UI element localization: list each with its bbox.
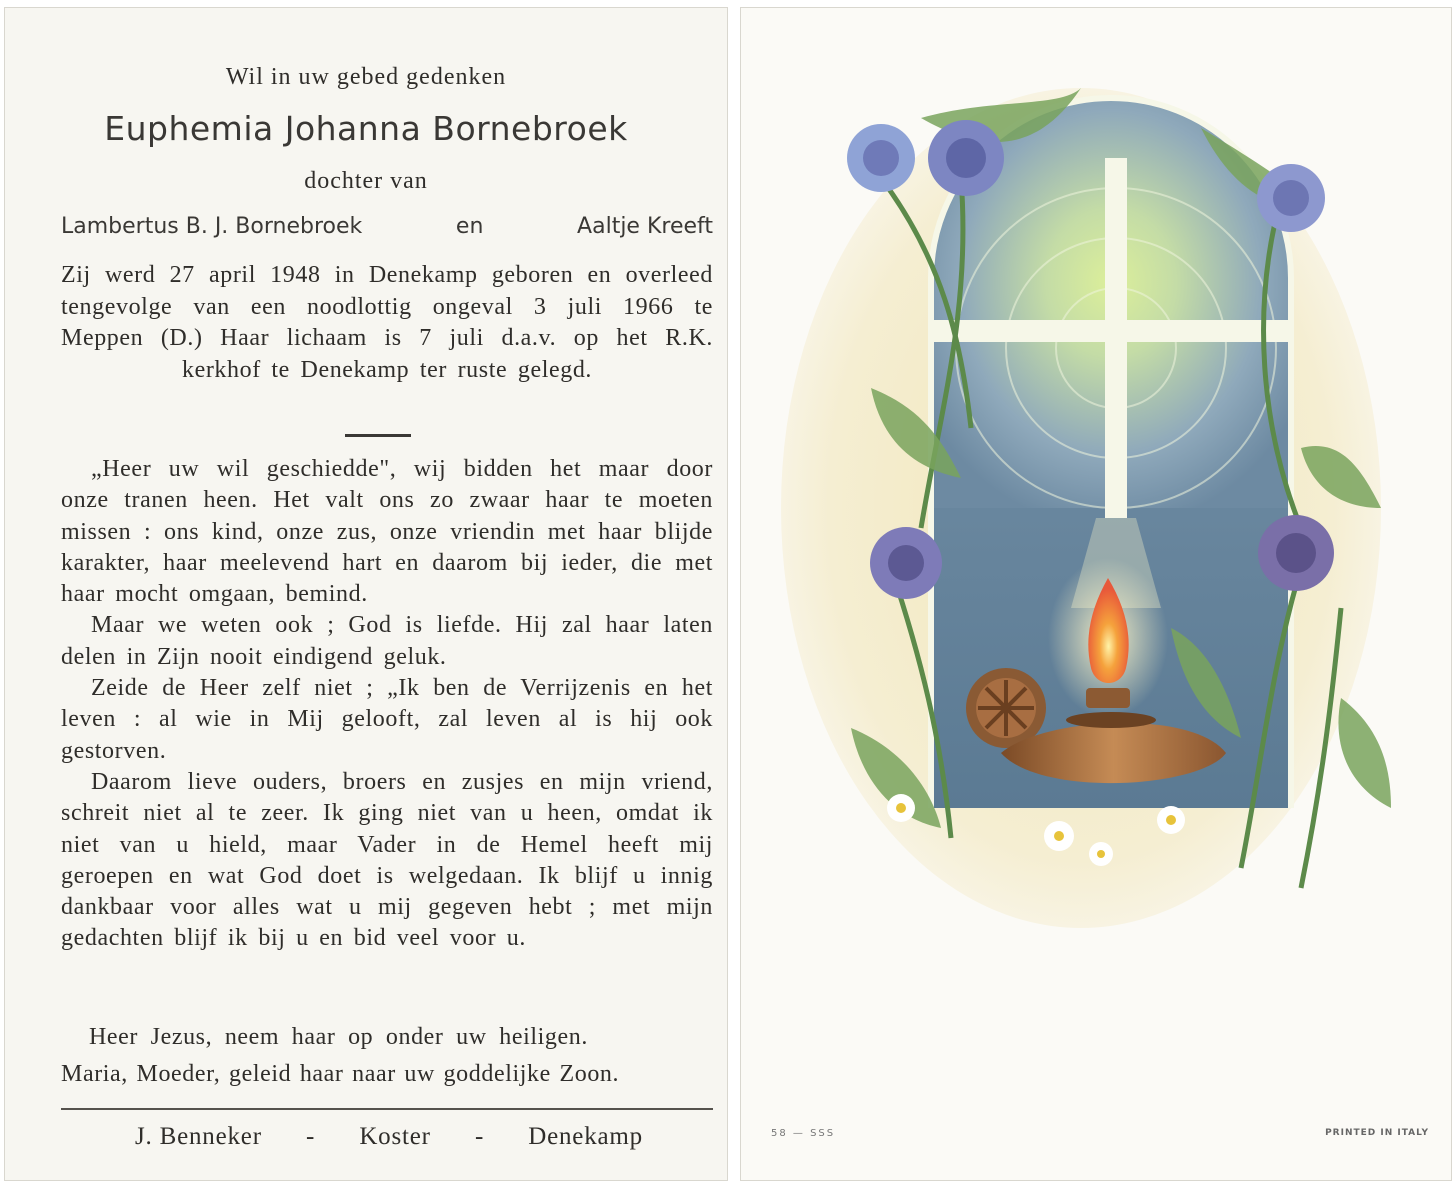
print-code: 58 — SSS: [771, 1128, 836, 1139]
footer-place: Denekamp: [528, 1123, 643, 1150]
memorial-card-text-side: [5, 8, 727, 1180]
footer-name: J. Benneker: [135, 1123, 262, 1150]
divider: [345, 434, 411, 437]
father-name: Lambertus B. J. Bornebroek: [61, 214, 363, 239]
prayer-paragraph: Daarom lieve ouders, broers en zusjes en mijn vriend, schreit niet al te zeer. Ik ging niet van u heen, omdat ik niet van u hield, maar Vader in de Hemel heeft mij geroepen en wat God doet is welgedaan. Ik blijf u innig dankbaar voor alles wat u mij gegeven hebt ; met mijn gedachten blijf ik bij u en bid veel voor u.: [61, 768, 713, 952]
footer-rule: [61, 1108, 713, 1110]
prayer-text: [61, 454, 713, 955]
footer-separator: -: [306, 1123, 316, 1150]
prayer-paragraph: „Heer uw wil geschiedde", wij bidden het maar door onze tranen heen. Het valt ons zo zwaar haar te moeten missen : ons kind, onze zus, onze vriendin met haar blijde karakter, haar meelevend hart en daarom bij ieder, die met haar mocht omgaan, bemind.: [61, 456, 713, 608]
mother-name: Aaltje Kreeft: [577, 214, 713, 239]
closing-prayer-maria: Maria, Moeder, geleid haar naar uw goddelijke Zoon.: [61, 1061, 620, 1087]
prayer-paragraph: Maar we weten ook ; God is liefde. Hij zal haar laten delen in Zijn nooit eindigend geluk.: [61, 612, 713, 670]
daughter-of-line: dochter van: [304, 168, 428, 194]
deceased-name: Euphemia Johanna Bornebroek: [104, 109, 628, 148]
parents-conjunction: en: [455, 214, 484, 239]
printer-footer: [135, 1123, 643, 1151]
intro-line: Wil in uw gebed gedenken: [225, 64, 507, 90]
memorial-card-image-side: [741, 8, 1451, 1180]
closing-prayer-jesus: Heer Jezus, neem haar op onder uw heiligen.: [89, 1024, 588, 1050]
parents-line: [61, 214, 713, 239]
printed-in-italy-label: PRINTED IN ITALY: [1325, 1128, 1429, 1138]
prayer-paragraph: Zeide de Heer zelf niet ; „Ik ben de Verrijzenis en het leven : al wie in Mij gelooft, zal leven al is hij ook gestorven.: [61, 675, 713, 764]
oil-lamp-cross-illustration: [741, 8, 1451, 1180]
biography-text: Zij werd 27 april 1948 in Denekamp geboren en overleed tengevolge van een noodlottig ongeval 3 juli 1966 te Meppen (D.) Haar lichaam is 7 juli d.a.v. op het R.K. kerkhof te Denekamp ter ruste gelegd.: [61, 262, 713, 383]
footer-role: Koster: [359, 1123, 431, 1150]
footer-separator: -: [474, 1123, 485, 1150]
